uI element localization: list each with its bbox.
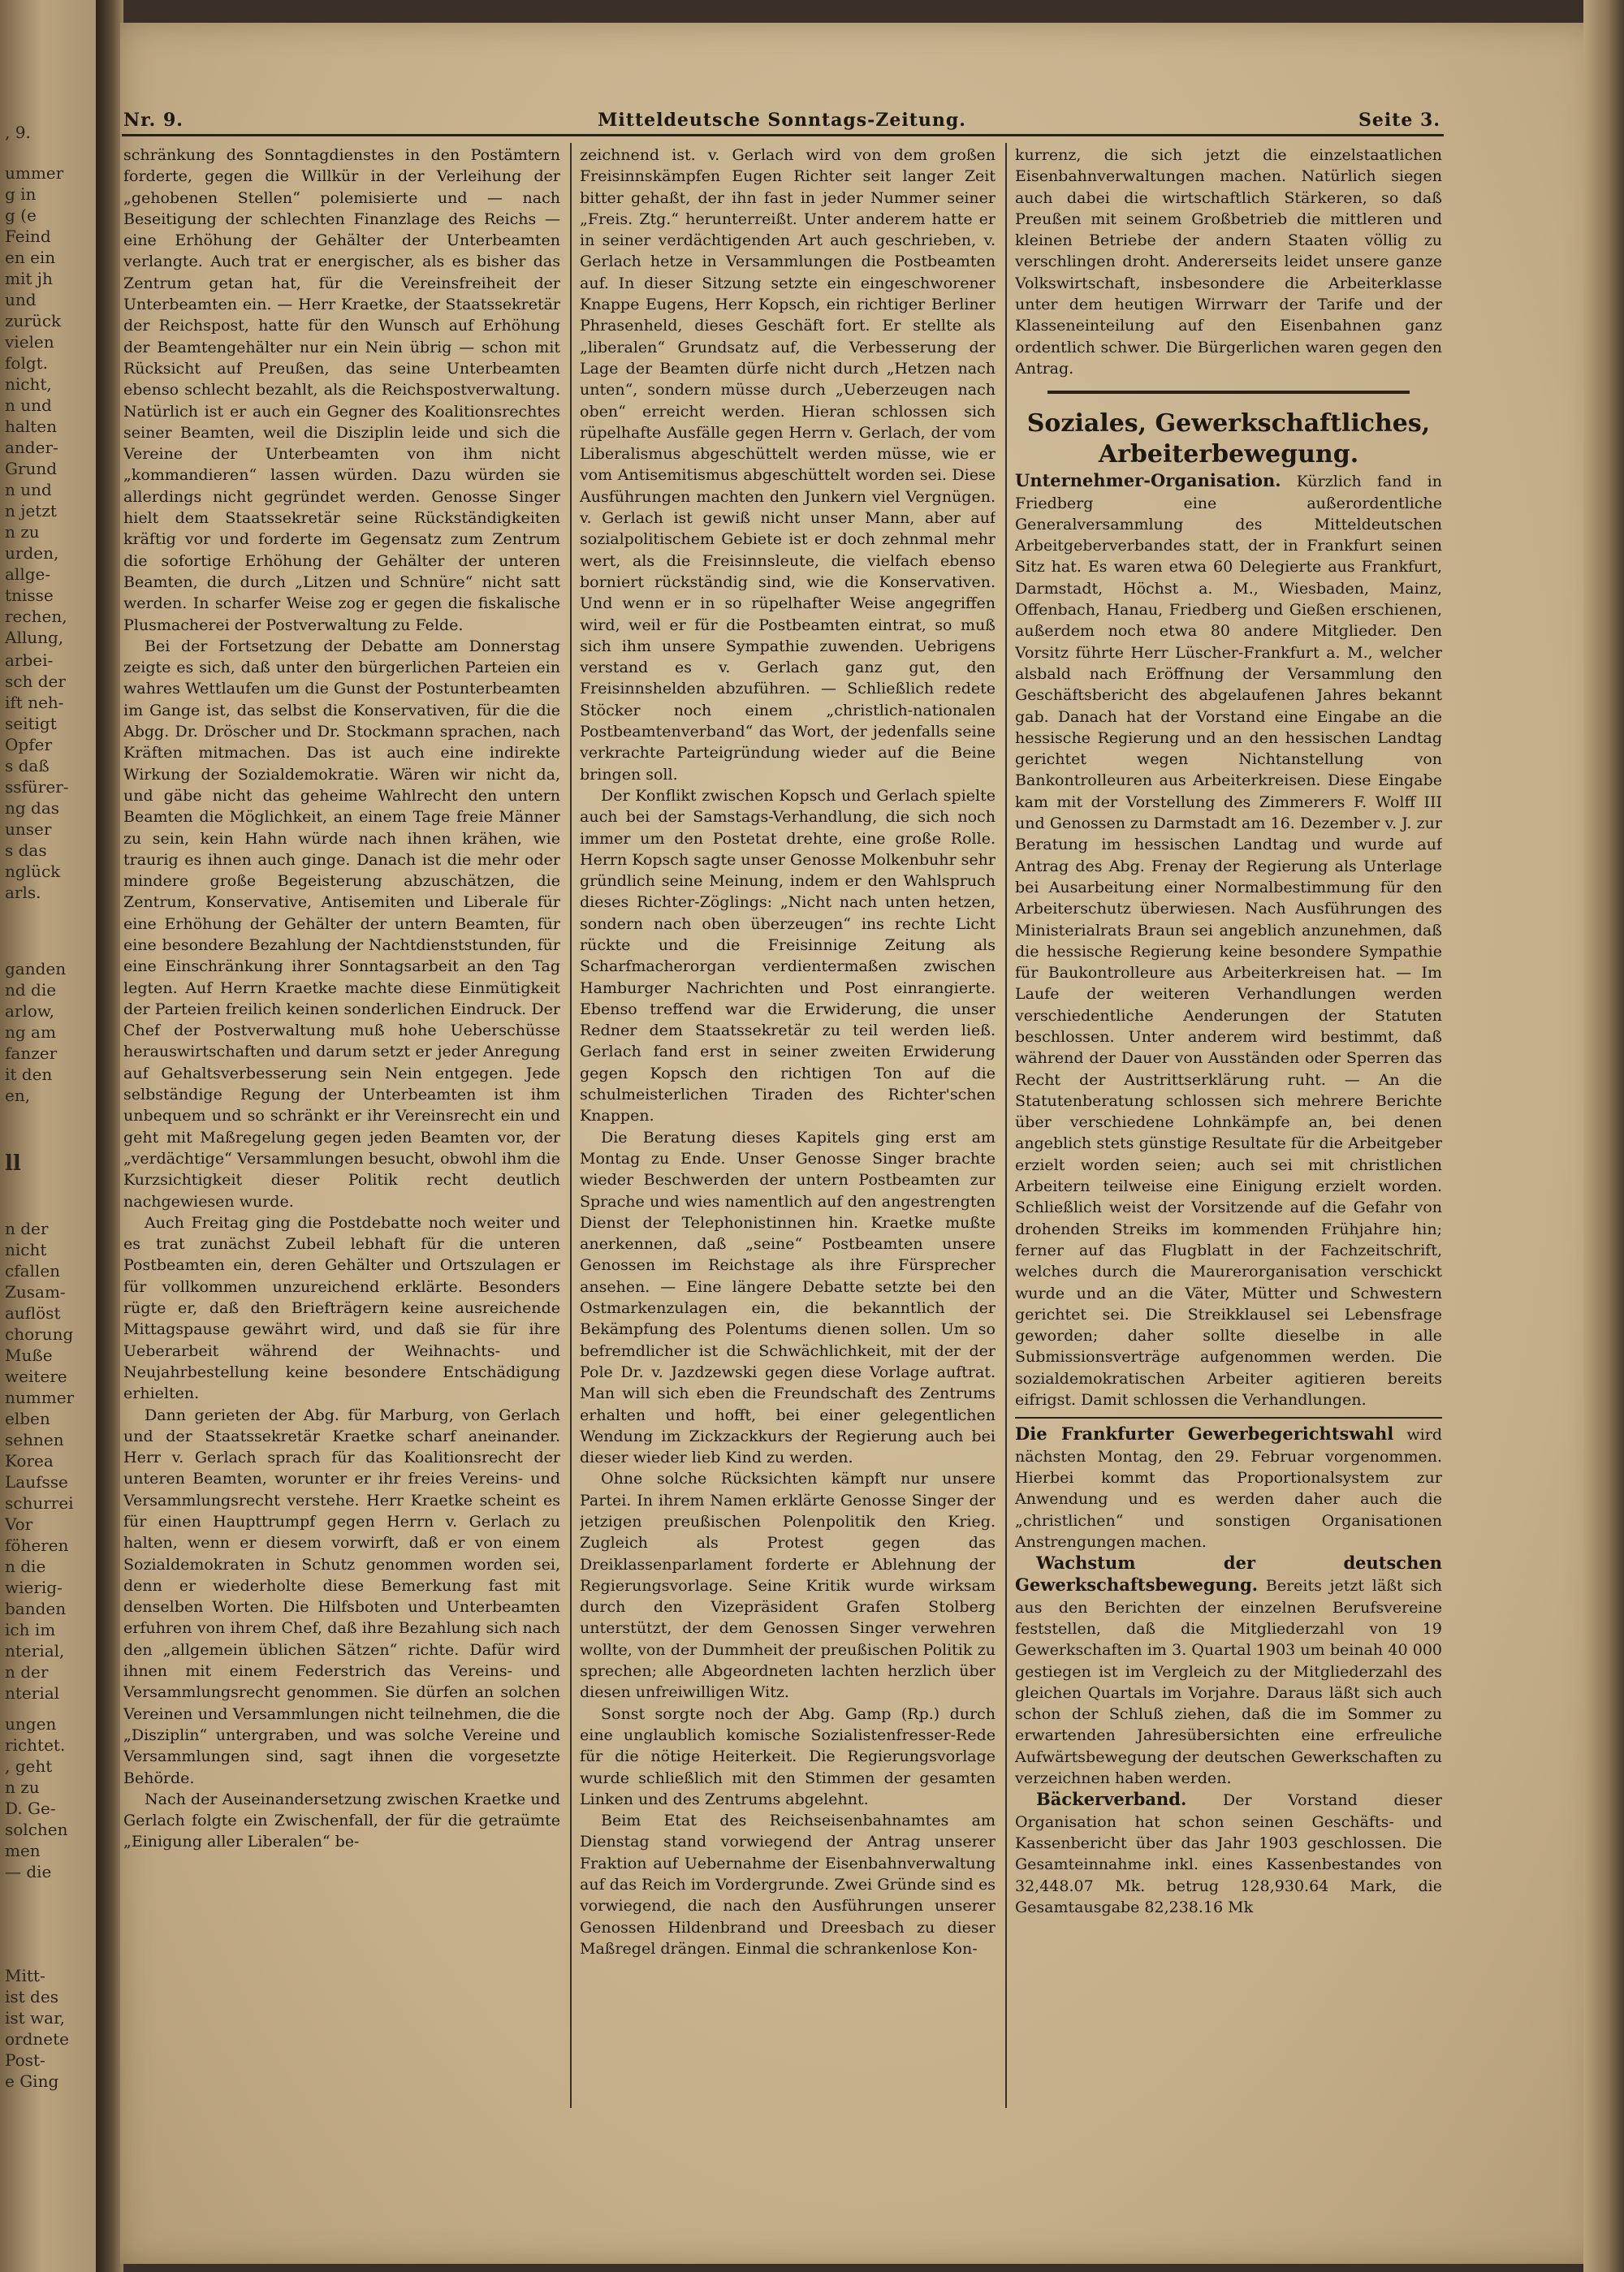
item-text: Kürzlich fand in Friedberg eine außerordentliche Generalversammlung des Mitteldeutschen Arbeitgeberverbandes statt, der in Frankfurt seinen Sitz hat. Es waren etwa 60 Delegierte aus Frankfurt, Darmstadt, Höchst a. M., Wiesbaden, Mainz, Offenbach, Hanau, Friedberg und Gießen erschienen, außerdem noch etwa 80 andere Mitglieder. Den Vorsitz führte Herr Lüscher-Frankfurt a. M., welcher alsbald nach Eröffnung der Versammlung den Geschäftsbericht des abgelaufenen Jahres bekannt gab. Danach hat der Vorstand eine Eingabe an die hessische Regierung und an den hessischen Landtag gerichtet wegen Nichtanstellung von Bankontrolleuren aus Arbeiterkreisen. Diese Eingabe kam mit der Vorstellung des Zimmerers F. Wolff III und Genossen zu Darmstadt am 16. Dezember v. J. zur Beratung im hessischen Landtag und wurde auf Antrag des Abg. Frenay der Regierung als Unterlage bei Ausarbeitung einer Normalbestimmung für den Arbeiterschutz überwiesen. Nach Ausführungen des Ministerialrats Braun sei angeblich anzunehmen, daß die hessische Regierung keine besondere Sympathie für Baukontrolleure aus Arbeiterkreisen hat. — Im Laufe der weiteren Verhandlungen werden verschiedentliche Aenderungen der Statuten beschlossen. Unter anderem wird bestimmt, daß während der Dauer von Ausständen oder Sperren das Recht der Austrittserklärung ruht. — An die Statutenberatung schlossen sich mehrere Berichte über verschiedene Lohnkämpfe an, bei denen angeblich stets günstige Resultate für die Arbeitgeber erzielt worden seien; auch sei mit christlichen Arbeitern teilweise eine Einigung erzielt worden. Schließlich weist der Vorsitzende auf die Gefahr von drohenden Streiks im kommenden Frühjahre hin; ferner auf das Flugblatt in der Fachzeitschrift, welches durch die Maurerorganisation verschickt wurde und an die Väter, Mütter und Schwestern gerichtet sei. Die Streikklausel sei Lebensfrage geworden; daher sollte dieselbe in alle Submissionsverträge aufgenommen werden. Die sozialdemokratischen Arbeiter agitieren bereits eifrigst. Damit schlossen die Verhandlungen.	[1015, 473, 1442, 1410]
item-text: Der Vorstand dieser Organisation hat schon seinen Geschäfts- und Kassenbericht über das Jahr 1903 geschlossen. Die Gesamteinnahme inkl. eines Kassenbestandes von 32,448.07 Mk. betrug 128,930.64 Mark, die Gesamtausgabe 82,238.16 Mk	[1015, 1791, 1442, 1916]
article-paragraph: schränkung des Sonntagdienstes in den Postämtern forderte, gegen die Willkür in der Verleihung der „gehobenen Stellen“ polemisierte und — nach Beseitigung der schlechten Finanzlage des Reichs — eine Erhöhung der Gehälter der Unterbeamten verlangte. Auch trat er energischer, als es bisher das Zentrum getan hat, für die Vereinsfreiheit der Unterbeamten ein. — Herr Kraetke, der Staatssekretär der Reichspost, hatte für den Wunsch auf Erhöhung der Beamtengehälter nur ein Nein übrig — schon mit Rücksicht auf Preußen, das seine Unterbeamten ebenso schlecht bezahlt, als die Reichspostverwaltung. Natürlich ist er auch ein Gegner des Koalitionsrechtes seiner Beamten, weil die Disziplin leide und sich die Vereine der Unterbeamten von ihm nicht „kommandieren“ lassen würden. Dazu würden sie allerdings nicht gegründet werden. Genosse Singer hielt dem Staatssekretär seine Rückständigkeiten kräftig vor und forderte im Gegensatz zum Zentrum die sofortige Erhöhung der Gehälter der unteren Beamten, die durch „Litzen und Schnüre“ nicht satt werden. In scharfer Weise zog er gegen die fiskalische Plusmacherei der Postverwaltung zu Felde.	[123, 146, 560, 634]
article-paragraph: Die Beratung dieses Kapitels ging erst am Montag zu Ende. Unser Genosse Singer brachte wieder Beschwerden der untern Postbeamten zur Sprache und wies namentlich auf den angestrengten Dienst der Telephonistinnen hin. Kraetke mußte anerkennen, daß „seine“ Postbeamten unsere Genossen im Reichstage als ihre Fürsprecher ansehen. — Eine längere Debatte setzte bei den Ostmarkenzulagen ein, die bekanntlich der Bekämpfung des Polentums dienen sollen. Um so befremdlicher ist die Schwächlichkeit, mit der der Pole Dr. v. Jazdzewski gegen diese Vorlage auftrat. Man will sich eben die Freundschaft des Zentrums erhalten und hofft, bei einer gelegentlichen Wendung im Zickzackkurs der Regierung auch bei dieser wieder lieb Kind zu werden.	[580, 1128, 996, 1467]
column-2	[580, 145, 996, 2061]
newspaper-title: Mitteldeutsche Sonntags-Zeitung.	[598, 110, 966, 131]
previous-page-edge	[0, 0, 104, 2272]
prev-page-fragment: ungen richtet. , geht n zu D. Ge- solchen men — die	[5, 1714, 68, 1881]
news-item	[1015, 1789, 1442, 1918]
article-paragraph: Ohne solche Rücksichten kämpft nur unsere Partei. In ihrem Namen erklärte Genosse Singer der jetzigen preußischen Polenpolitik den Krieg. Zugleich als Protest gegen das Dreiklassenparlament forderte er Ablehnung der Regierungsvorlage. Seine Kritik wurde wirksam durch den Vizepräsident Grafen Stolberg unterstützt, der dem Genossen Singer verwehren wollte, von der Dummheit der preußischen Politik zu sprechen; alle Abgeordneten lachten herzlich über diesen unfreiwilligen Witz.	[580, 1470, 996, 1702]
prev-page-fragment: ummer g in g (e Feind en ein mit jh und zurück vielen folgt. nicht, n und halten ander- Grund n und n jetzt n zu urden, allge- tnisse rechen, Allung,	[5, 163, 67, 647]
article-paragraph: Bei der Fortsetzung der Debatte am Donnerstag zeigte es sich, daß unter den bürgerlichen Parteien ein wahres Wettlaufen um die Gunst der Postunterbeamten im Gange ist, das selbst die Konservativen, für die die Abgg. Dr. Dröscher und Dr. Stockmann sprachen, nach Kräften mitmachen. Das ist auch eine indirekte Wirkung der Sozialdemokratie. Wären wir nicht da, und gäbe nicht das geheime Wahlrecht den untern Beamten die Möglichkeit, an einem Tage freie Männer zu sein, kein Hahn würde nach ihnen krähen, wie traurig es ihnen auch ginge. Danach ist die mehr oder mindere große Begeisterung abzuschätzen, die Zentrum, Konservative, Antisemiten und Liberale für eine Erhöhung der Gehälter der untern Beamten, für eine besondere Bezahlung der Nachtdienststunden, für eine Einschränkung ihrer Sonntagsarbeit an den Tag legten. Auf Herrn Kraetke machte diese Einmütigkeit der Parteien freilich keinen sonderlichen Eindruck. Der Chef der Postverwaltung muß hohe Ueberschüsse herauswirtschaften und darum setzt er jeder Anregung auf Gehaltsverbesserung sein Nein entgegen. Jede selbständige Regung der Unterbeamten ist ihm unbequem und so schränkt er ihr Vereinsrecht ein und geht mit Maßregelung gegen jeden Beamten vor, der „verdächtige“ Versammlungen besucht, obwohl ihm die Kurzsichtigkeit dieser Politik recht deutlich nachgewiesen wurde.	[123, 637, 560, 1211]
item-text: Bereits jetzt läßt sich aus den Berichten der einzelnen Berufsvereine feststellen, daß die Mitgliederzahl von 19 Gewerkschaften im 3. Quartal 1903 um beinah 40 000 gestiegen ist im Vergleich zu der Mitgliederzahl des gleichen Quartals im Vorjahre. Daraus läßt sich auch schon der Schluß ziehen, daß die im Sommer zu erwartenden Jahresübersichten eine erfreuliche Aufwärtsbewegung der deutschen Gewerkschaften zu verzeichnen haben werden.	[1015, 1577, 1442, 1788]
item-title: Die Frankfurter Gewerbegerichtswahl	[1015, 1423, 1394, 1445]
prev-page-fragment: ll	[5, 1151, 21, 1176]
page-edge-stack	[1583, 0, 1624, 2272]
article-paragraph: kurrenz, die sich jetzt die einzelstaatlichen Eisenbahnverwaltungen machen. Natürlich siegen auch dabei die wirtschaftlich Stärkeren, so daß Preußen mit seinem Großbetrieb die mittleren und kleinen Betriebe der andern Staaten völlig zu verschlingen droht. Andererseits leidet unsere ganze Volkswirtschaft, insbesondere die Arbeiterklasse unter dem heutigen Wirrwarr der Tarife und der Klasseneinteilung auf den Eisenbahnen ganz ordentlich schwer. Die Bürgerlichen waren gegen den Antrag.	[1015, 146, 1442, 378]
page-header	[123, 110, 1440, 137]
section-heading: Soziales, Gewerkschaftliches, Arbeiterbewegung.	[1026, 409, 1431, 469]
article-paragraph: Nach der Auseinandersetzung zwischen Kraetke und Gerlach folgte ein Zwischenfall, der für die getraümte „Einigung aller Liberalen“ be-	[123, 1790, 560, 1851]
item-title: Unternehmer-Organisation.	[1015, 470, 1281, 491]
item-title: Bäckerverband.	[1036, 1789, 1187, 1810]
news-item	[1015, 1423, 1442, 1553]
item-title: Wachstum der deutschen Gewerkschaftsbewegung.	[1015, 1553, 1442, 1596]
column-rule	[1005, 143, 1007, 2108]
prev-page-fragment: n der nicht cfallen Zusam- auflöst chorung Muße weitere nummer elben sehnen Korea Laufsse schurrei Vor föheren n die wierig- banden ich im nterial, n der nterial	[5, 1219, 75, 1703]
article-paragraph: zeichnend ist. v. Gerlach wird von dem großen Freisinnskämpfen Eugen Richter seit langer Zeit bitter gehaßt, der ihn fast in jeder Nummer seiner „Freis. Ztg.“ herunterreißt. Unter anderem hatte er in seiner verdächtigenden Art auch geschrieben, v. Gerlach hetze in Versammlungen die Postbeamten auf. In dieser Sitzung setzte ein eingeschworener Knappe Eugens, Herr Kopsch, ein richtiger Berliner Phrasenheld, dieses Geschäft fort. Er stellte als „liberalen“ Grundsatz auf, die Verbesserung der Lage der Beamten dürfe nicht durch „Hetzen nach unten“, sondern müsse durch „Ueberzeugen nach oben“ erreicht werden. Hieran schlossen sich rüpelhafte Ausfälle gegen Herrn v. Gerlach, der vom Liberalismus abgeschüttelt werden müsse, wie er vom Antisemitismus abgeschüttelt worden sei. Diese Ausführungen machten den Junkern viel Vergnügen. v. Gerlach ist gewiß nicht unser Mann, aber auf sozialpolitischem Gebiete ist er doch zehnmal mehr wert, als die Freisinnsleute, die vielfach ebenso borniert rückständig sind, wie die Konservativen. Und wenn er in so rüpelhafter Weise angegriffen wird, weil er für die Postbeamten eintrat, so muß sich ihm unsere Sympathie zuwenden. Uebrigens verstand es v. Gerlach ganz gut, den Freisinnshelden abzuführen. — Schließlich redete Stöcker noch einem „christlich-nationalen Postbeamtenverband“ das Wort, der jedenfalls seine verkrachte Parteigründung wieder auf die Beine bringen soll.	[580, 146, 996, 784]
article-paragraph: Beim Etat des Reichseisenbahnamtes am Dienstag stand vorwiegend der Antrag unserer Fraktion auf Uebernahme der Eisenbahnverwaltung auf das Reich im Vordergrunde. Zwei Gründe sind es vorwiegend, die nach den Ausführungen unserer Genossen Hildenbrand und Dreesbach zu dieser Maßregel drängen. Einmal die schrankenlose Kon-	[580, 1812, 996, 1958]
column-1	[123, 145, 560, 2061]
item-rule	[1015, 1417, 1442, 1419]
article-paragraph: Dann gerieten der Abg. für Marburg, von Gerlach und der Staatssekretär Kraetke scharf aneinander. Herr v. Gerlach sprach für das Koalitionsrecht der unteren Beamten, worunter er ihr freies Vereins- und Versammlungsrecht verstehe. Herr Kraetke scheint es für einen Haupttrumpf gegen Herrn v. Gerlach zu halten, wenn er diesem vorwirft, daß er von einem Sozialdemokraten in Schutz genommen worden sei, denn er wiederholte diese Bemerkung fast mit denselben Worten. Die Hilfsboten und Unterbeamten erfuhren von ihrem Chef, daß ihre Bezahlung sich nach den „allgemein üblichen Sätzen“ richte. Dafür wird ihnen mit einem Federstrich das Vereins- und Versammlungsrecht genommen. Sie dürfen an solchen Vereinen und Versammlungen nicht teilnehmen, die die „Disziplin“ untergraben, und was solche Vereine und Versammlungen sind, sagt ihnen die vorgesetzte Behörde.	[123, 1406, 560, 1787]
page-number: Seite 3.	[1358, 110, 1440, 131]
prev-page-fragment: Mitt- ist des ist war, ordnete Post- e Ging	[5, 1966, 69, 2091]
news-item	[1015, 470, 1442, 1410]
issue-number: Nr. 9.	[123, 110, 184, 131]
section-rule	[1047, 391, 1410, 394]
column-rule	[570, 143, 572, 2108]
prev-page-fragment: arbei- sch der ift neh- seitigt Opfer s daß ssfürer- ng das unser s das nglück arls.	[5, 650, 69, 902]
prev-page-fragment: ganden nd die arlow, ng am fanzer it den en,	[5, 959, 67, 1105]
item-text: wird nächsten Montag, den 29. Februar vorgenommen. Hierbei kommt das Proportionalsystem zur Anwendung und es werden daher auch die „christlichen“ und sonstigen Organisationen Anstrengungen machen.	[1015, 1426, 1442, 1551]
prev-page-fragment: , 9.	[5, 123, 31, 142]
column-3	[1015, 145, 1442, 2061]
book-gutter	[96, 0, 123, 2272]
header-rule	[122, 134, 1444, 136]
article-paragraph: Auch Freitag ging die Postdebatte noch weiter und es trat zunächst Zubeil lebhaft für die unteren Postbeamten ein, deren Gehälter und Ortszulagen er für vollkommen unzureichend erklärte. Besonders rügte er, daß den Briefträgern keine ausreichende Mittagspause gewährt wird, und daß sie für ihre Ueberarbeit während der Weihnachts- und Neujahrbestellung keine besondere Entschädigung erhielten.	[123, 1213, 560, 1403]
article-paragraph: Der Konflikt zwischen Kopsch und Gerlach spielte auch bei der Samstags-Verhandlung, die sich noch immer um den Postetat drehte, eine große Rolle. Herrn Kopsch sagte unser Genosse Molkenbuhr sehr gründlich seine Meinung, indem er den Wahlspruch dieses Richter-Zöglings: „Nicht nach unten hetzen, sondern nach oben überzeugen“ ins rechte Licht rückte und die Freisinnige Zeitung als Scharfmacherorgan verdientermaßen zwischen Hamburger Nachrichten und Post einrangierte. Ebenso treffend war die Erwiderung, die unser Redner dem Staatssekretär zu teil werden ließ. Gerlach fand erst in seiner zweiten Erwiderung gegen Kopsch den richtigen Ton auf die schulmeisterlichen Tiraden des Richter'schen Knappen.	[580, 786, 996, 1125]
news-item	[1015, 1553, 1442, 1789]
article-paragraph: Sonst sorgte noch der Abg. Gamp (Rp.) durch eine unglaublich komische Sozialistenfresser-Rede für die nötige Heiterkeit. Die Regierungsvorlage wurde schließlich mit den Stimmen der gesamten Linken und des Zentrums abgelehnt.	[580, 1704, 996, 1808]
